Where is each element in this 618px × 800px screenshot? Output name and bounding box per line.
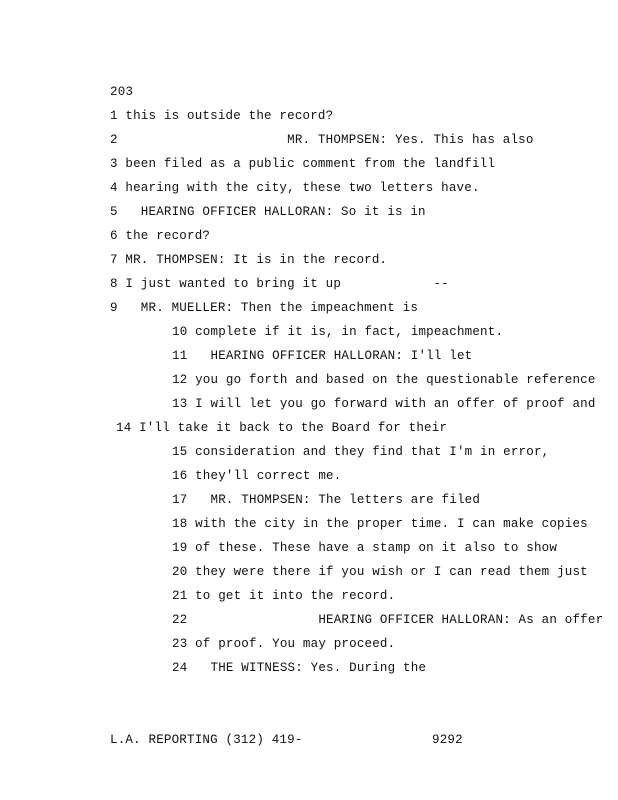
footer-phone-suffix: 9292 [432, 733, 463, 747]
transcript-line-5: 5 HEARING OFFICER HALLORAN: So it is in [110, 205, 426, 219]
transcript-line-1: 1 this is outside the record? [110, 109, 334, 123]
transcript-line-22: 22 HEARING OFFICER HALLORAN: As an offer [172, 613, 604, 627]
transcript-line-13: 13 I will let you go forward with an offer of proof and [172, 397, 596, 411]
transcript-line-10: 10 complete if it is, in fact, impeachment. [172, 325, 504, 339]
transcript-line-21: 21 to get it into the record. [172, 589, 396, 603]
transcript-line-16: 16 they'll correct me. [172, 469, 342, 483]
transcript-line-12: 12 you go forth and based on the questionable reference [172, 373, 596, 387]
transcript-line-11: 11 HEARING OFFICER HALLORAN: I'll let [172, 349, 473, 363]
transcript-line-20: 20 they were there if you wish or I can read them just [172, 565, 588, 579]
transcript-line-9: 9 MR. MUELLER: Then the impeachment is [110, 301, 419, 315]
transcript-line-6: 6 the record? [110, 229, 211, 243]
transcript-line-15: 15 consideration and they find that I'm in error, [172, 445, 550, 459]
transcript-line-23: 23 of proof. You may proceed. [172, 637, 396, 651]
transcript-line-19: 19 of these. These have a stamp on it also to show [172, 541, 558, 555]
transcript-line-4: 4 hearing with the city, these two letters have. [110, 181, 480, 195]
transcript-line-17: 17 MR. THOMPSEN: The letters are filed [172, 493, 481, 507]
transcript-line-7: 7 MR. THOMPSEN: It is in the record. [110, 253, 388, 267]
transcript-line-8: 8 I just wanted to bring it up -- [110, 277, 449, 291]
transcript-line-18: 18 with the city in the proper time. I can make copies [172, 517, 588, 531]
transcript-line-24: 24 THE WITNESS: Yes. During the [172, 661, 427, 675]
footer-reporter: L.A. REPORTING (312) 419- [110, 733, 303, 747]
transcript-line-3: 3 been filed as a public comment from the landfill [110, 157, 496, 171]
page-number: 203 [110, 85, 134, 99]
transcript-line-14: 14 I'll take it back to the Board for their [116, 421, 448, 435]
transcript-line-2: 2 MR. THOMPSEN: Yes. This has also [110, 133, 534, 147]
